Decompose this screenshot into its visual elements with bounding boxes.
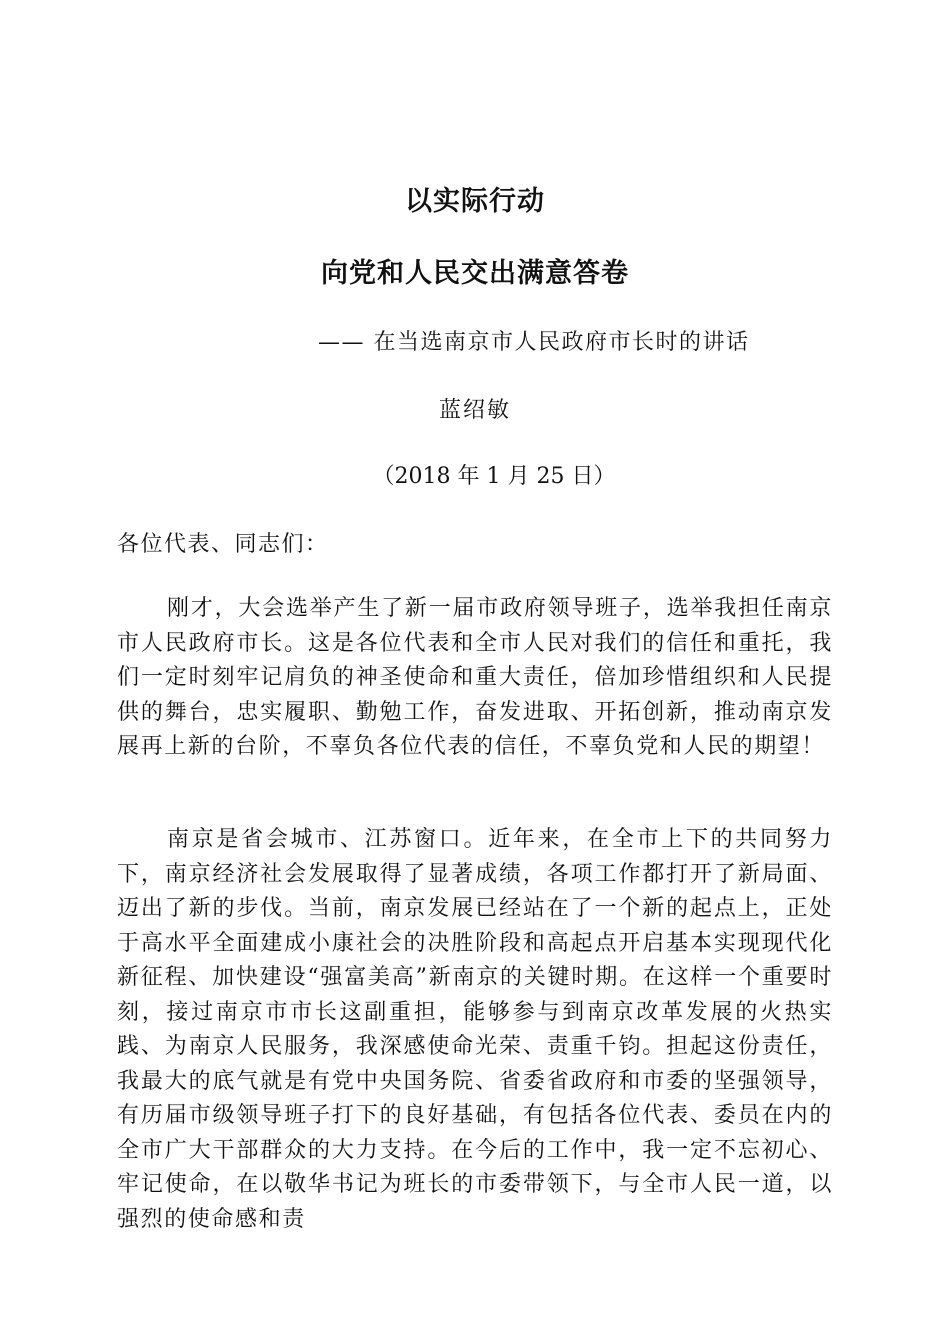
body-paragraph-1: 刚才，大会选举产生了新一届市政府领导班子，选举我担任南京市人民政府市长。这是各位代表和全市人民对我们的信任和重托，我们一定时刻牢记肩负的神圣使命和重大责任，倍加珍惜组织和人民提供的舞台，忠实履职、勤勉工作，奋发进取、开拓创新，推动南京发展再上新的台阶，不辜负各位代表的信任，不辜负党和人民的期望！ bbox=[117, 596, 833, 759]
document-title-line-2: 向党和人民交出满意答卷 bbox=[321, 258, 629, 289]
salutation: 各位代表、同志们： bbox=[117, 532, 329, 557]
speech-date: （2018 年 1 月 25 日） bbox=[372, 464, 616, 489]
document-title-line-1: 以实际行动 bbox=[405, 186, 545, 217]
body-paragraph-2: 南京是省会城市、江苏窗口。近年来，在全市上下的共同努力下，南京经济社会发展取得了显著成绩，各项工作都打开了新局面、迈出了新的步伐。当前，南京发展已经站在了一个新的起点上，正处于高水平全面建成小康社会的决胜阶段和高起点开启基本实现现代化新征程、加快建设“强富美高”新南京的关键时期。在这样一个重要时刻，接过南京市市长这副重担，能够参与到南京改革发展的火热实践、为南京人民服务，我深感使命光荣、责重千钧。担起这份责任，我最大的底气就是有党中央国务院、省委省政府和市委的坚强领导，有历届市级领导班子打下的良好基础，有包括各位代表、委员在内的全市广大干部群众的大力支持。在今后的工作中，我一定不忘初心、牢记使命，在以敬华书记为班长的市委带领下，与全市人民一道，以强烈的使命感和责 bbox=[117, 827, 833, 1232]
document-subtitle: —— 在当选南京市人民政府市长时的讲话 bbox=[318, 330, 750, 355]
author-name: 蓝绍敏 bbox=[438, 398, 511, 423]
